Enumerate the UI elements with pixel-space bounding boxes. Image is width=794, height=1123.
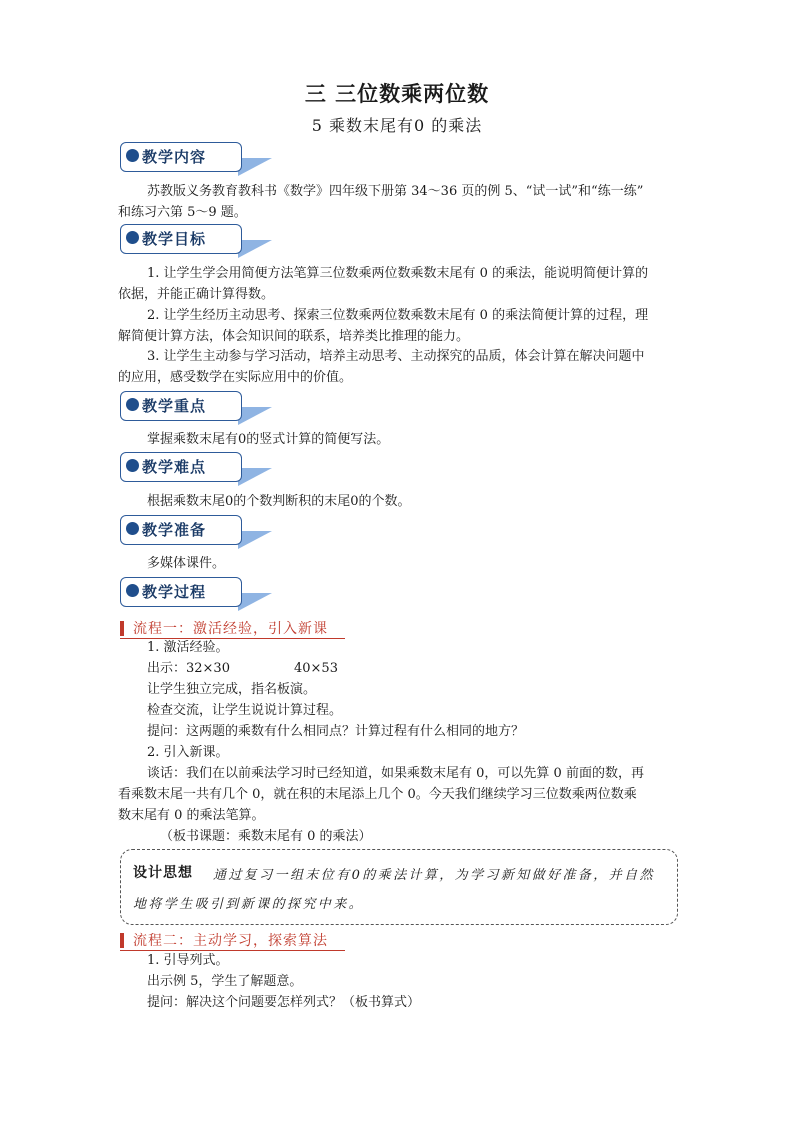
flow-title: 流程二：主动学习，探索算法 (133, 933, 328, 949)
design-thought-label: 设计思想 (133, 865, 193, 881)
section-title: 教学目标 (142, 230, 207, 248)
flow-1-header (120, 619, 480, 637)
flow-marker (120, 621, 124, 636)
flow1-line: 让学生独立完成，指名板演。 (147, 682, 317, 697)
chapter-title: 三 三位数乘两位数 (304, 82, 490, 106)
flow-2-header (120, 931, 480, 949)
difficulty-text: 根据乘数末尾0的个数判断积的末尾0的个数。 (147, 494, 411, 509)
flow-marker (120, 933, 124, 948)
content-line-2: 和练习六第 5～9 题。 (118, 205, 247, 220)
flow2-line: 出示例 5，学生了解题意。 (147, 974, 303, 989)
lesson-subtitle: 5 乘数末尾有0 的乘法 (311, 116, 483, 135)
flow2-line: 提问：解决这个问题要怎样列式？（板书算式） (147, 995, 421, 1010)
section-title: 教学内容 (142, 148, 207, 166)
flow1-line: 1. 激活经验。 (147, 640, 229, 655)
section-title: 教学准备 (142, 521, 207, 539)
bullet-dot-icon (126, 398, 139, 411)
key-text: 掌握乘数末尾有0的竖式计算的简便写法。 (147, 432, 390, 447)
design-thought-text: 通过复习一组末位有0的乘法计算，为学习新知做好准备，并自然地将学生吸引到新课的探究中来。 (133, 868, 655, 912)
expression-a: 出示：32×30 (147, 661, 230, 676)
flow1-line: 看乘数末尾一共有几个 0，就在积的末尾添上几个 0。今天我们继续学习三位数乘两位数乘 (118, 787, 637, 802)
bullet-dot-icon (126, 231, 139, 244)
bullet-dot-icon (126, 522, 139, 535)
section-header-process (120, 575, 280, 613)
content-line-1: 苏教版义务教育教科书《数学》四年级下册第 34～36 页的例 5、“试一试”和“练一练” (147, 184, 644, 199)
bullet-dot-icon (126, 459, 139, 472)
goal-1-line-2: 依据，并能正确计算得数。 (118, 287, 275, 302)
section-title: 教学难点 (142, 458, 207, 476)
section-title: 教学重点 (142, 397, 207, 415)
section-header-content (120, 140, 280, 178)
flow2-line: 1. 引导列式。 (147, 953, 229, 968)
prep-text: 多媒体课件。 (147, 556, 226, 571)
flow1-line (118, 658, 678, 680)
section-title: 教学过程 (142, 583, 207, 601)
flow1-line: 谈话：我们在以前乘法学习时已经知道，如果乘数末尾有 0，可以先算 0 前面的数，再 (147, 766, 644, 781)
section-header-difficulty (120, 450, 280, 488)
flow1-line: 数末尾有 0 的乘法笔算。 (118, 808, 265, 823)
section-header-key (120, 389, 280, 427)
section-header-goals (120, 222, 280, 260)
goal-2-line-2: 解简便计算方法，体会知识间的联系，培养类比推理的能力。 (118, 329, 470, 344)
flow1-line: 检查交流，让学生说说计算过程。 (147, 703, 343, 718)
bullet-dot-icon (126, 149, 139, 162)
section-header-prep (120, 513, 280, 551)
goal-1-line-1: 1. 让学生学会用简便方法笔算三位数乘两位数乘数末尾有 0 的乘法，能说明简便计算的 (147, 266, 649, 281)
bullet-dot-icon (126, 584, 139, 597)
flow-title: 流程一：激活经验，引入新课 (133, 621, 328, 637)
goal-3-line-1: 3. 让学生主动参与学习活动，培养主动思考、主动探究的品质，体会计算在解决问题中 (147, 349, 645, 364)
flow1-line: 提问：这两题的乘数有什么相同点？计算过程有什么相同的地方？ (147, 724, 525, 739)
flow1-board-note: （板书课题：乘数末尾有 0 的乘法） (160, 829, 372, 844)
design-thought-box (120, 849, 678, 925)
goal-2-line-1: 2. 让学生经历主动思考、探索三位数乘两位数乘数末尾有 0 的乘法简便计算的过程，理 (147, 308, 649, 323)
expression-b: 40×53 (293, 661, 338, 676)
flow1-line: 2. 引入新课。 (147, 745, 229, 760)
goal-3-line-2: 的应用，感受数学在实际应用中的价值。 (118, 370, 353, 385)
